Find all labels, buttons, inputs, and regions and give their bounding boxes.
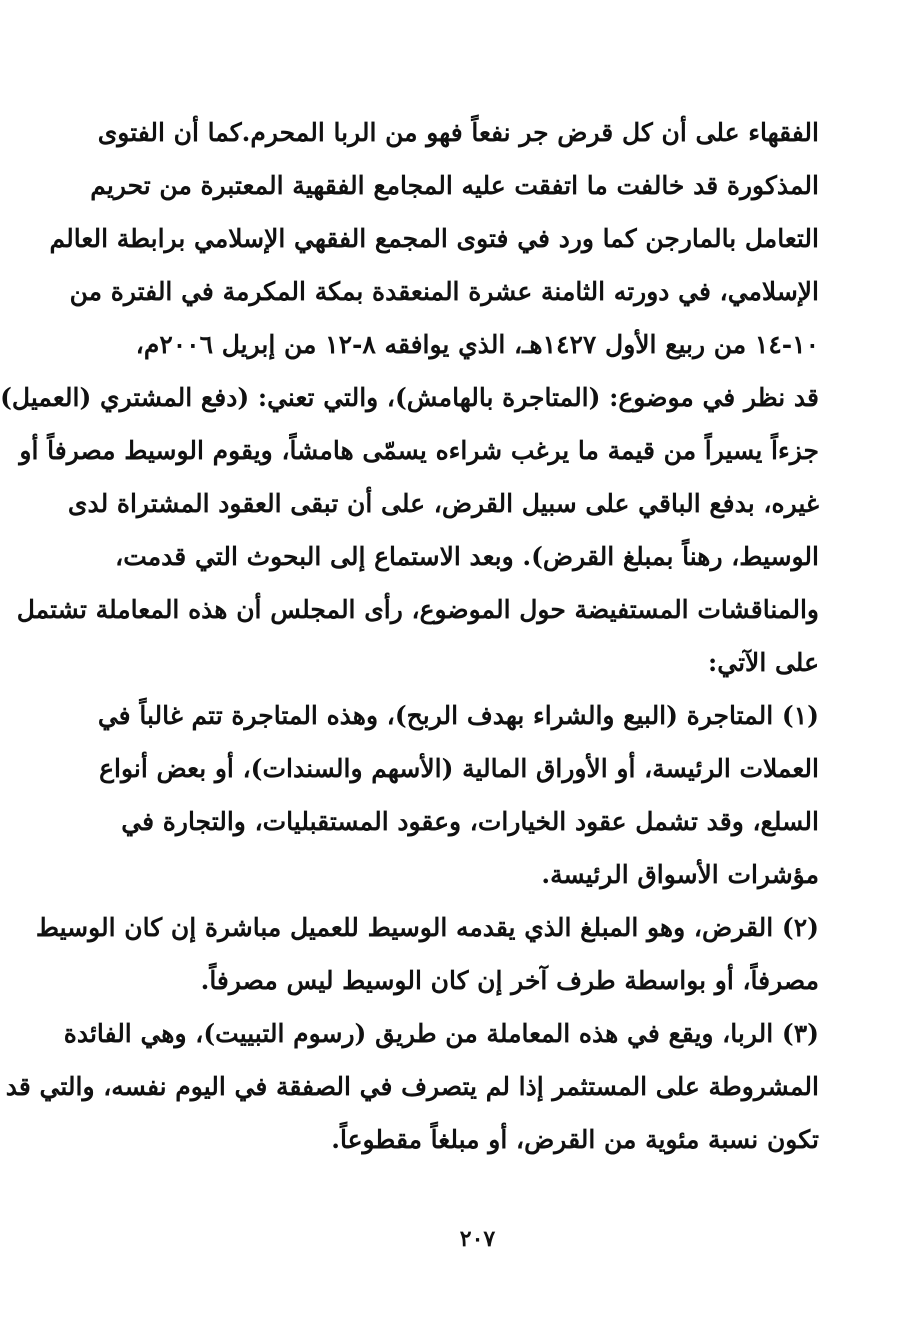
list-item-3-line: تكون نسبة مئوية من القرض، أو مبلغاً مقطوعاً.	[331, 1125, 819, 1154]
text-line: والمناقشات المستفيضة حول الموضوع، رأى المجلس أن هذه المعاملة تشتمل	[16, 595, 819, 624]
list-item-1-line: السلع، وقد تشمل عقود الخيارات، وعقود المستقبليات، والتجارة في	[121, 807, 819, 836]
list-item-2-line: (٢) القرض، وهو المبلغ الذي يقدمه الوسيط للعميل مباشرة إن كان الوسيط	[35, 913, 819, 942]
text-line: على الآتي:	[708, 648, 819, 677]
list-item-3-line: (٣) الربا، ويقع في هذه المعاملة من طريق (رسوم التبييت)، وهي الفائدة	[63, 1019, 819, 1048]
page-number: ٢٠٧	[459, 1226, 496, 1252]
list-item-2-line: مصرفاً، أو بواسطة طرف آخر إن كان الوسيط ليس مصرفاً.	[200, 966, 819, 995]
text-line: قد نظر في موضوع: (المتاجرة بالهامش)، والتي تعني: (دفع المشتري (العميل)	[0, 383, 819, 412]
text-line: التعامل بالمارجن كما ورد في فتوى المجمع الفقهي الإسلامي برابطة العالم	[49, 224, 819, 253]
text-line: المذكورة قد خالفت ما اتفقت عليه المجامع الفقهية المعتبرة من تحريم	[90, 171, 819, 200]
text-line: غيره، بدفع الباقي على سبيل القرض، على أن تبقى العقود المشتراة لدى	[67, 489, 819, 518]
text-line: الفقهاء على أن كل قرض جر نفعاً فهو من الربا المحرم.كما أن الفتوى	[97, 118, 819, 147]
list-item-1-line: مؤشرات الأسواق الرئيسة.	[541, 860, 819, 889]
text-line: الإسلامي، في دورته الثامنة عشرة المنعقدة بمكة المكرمة في الفترة من	[69, 277, 819, 306]
text-line: الوسيط، رهناً بمبلغ القرض). وبعد الاستماع إلى البحوث التي قدمت،	[115, 542, 819, 571]
list-item-1-line: العملات الرئيسة، أو الأوراق المالية (الأسهم والسندات)، أو بعض أنواع	[99, 754, 819, 783]
text-line: ١٠-١٤ من ربيع الأول ١٤٢٧هـ، الذي يوافقه ٨-١٢ من إبريل ٢٠٠٦م،	[135, 330, 819, 359]
body-text	[0, 106, 819, 1166]
list-item-1-line: (١) المتاجرة (البيع والشراء بهدف الربح)، وهذه المتاجرة تتم غالباً في	[97, 701, 819, 730]
list-item-3-line: المشروطة على المستثمر إذا لم يتصرف في الصفقة في اليوم نفسه، والتي قد	[5, 1072, 819, 1101]
text-line: جزءاً يسيراً من قيمة ما يرغب شراءه يسمّى هامشاً، ويقوم الوسيط مصرفاً أو	[19, 436, 819, 465]
